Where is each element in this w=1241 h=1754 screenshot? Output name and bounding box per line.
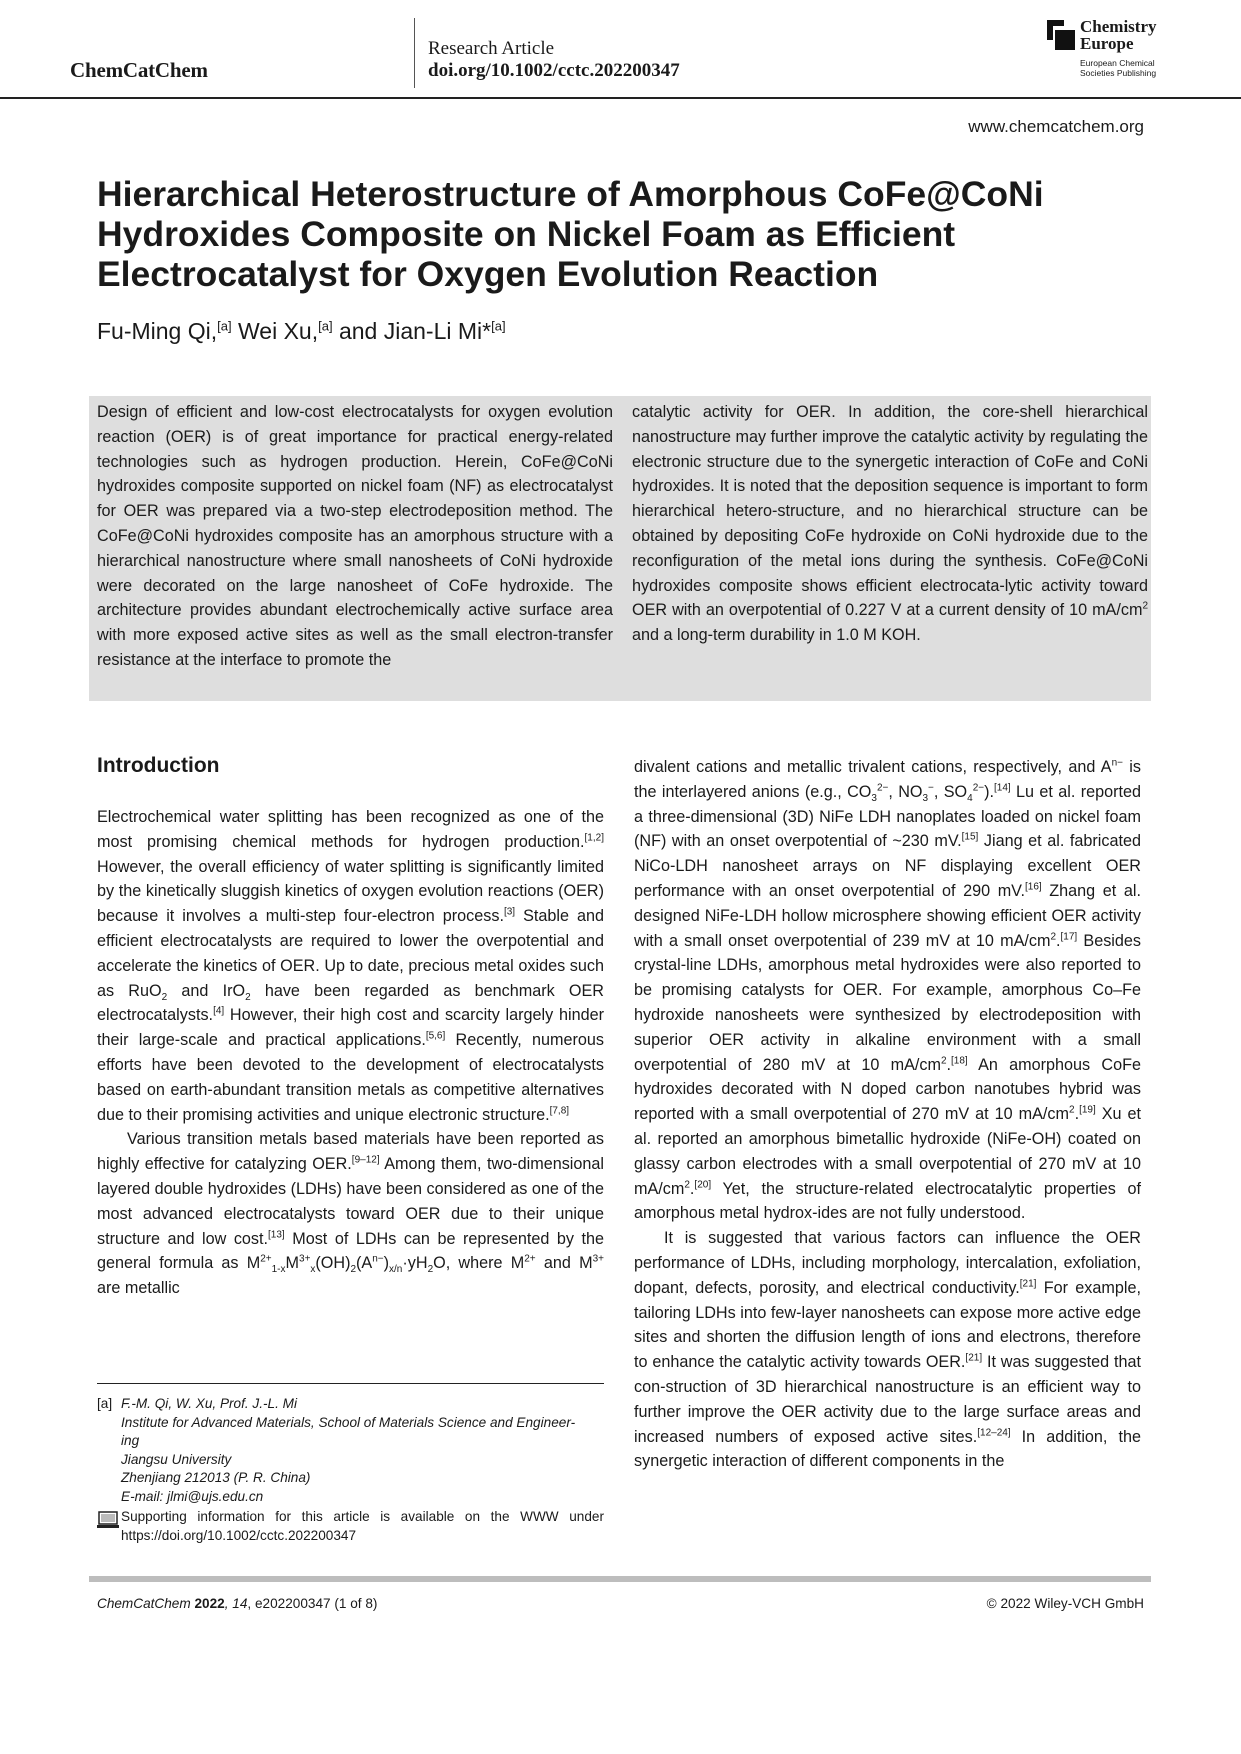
header-rule — [0, 97, 1241, 99]
footnote-institute-cont: ing — [121, 1433, 140, 1449]
citation[interactable]: [21] — [965, 1352, 983, 1364]
paragraph: Electrochemical water splitting has been recognized as one of the most promising chemical methods for hydrogen production.[1,2] However, the overall efficiency of water splitting is significantly limited by the kinetically sluggish kinetics of oxygen evolution reactions (OER) because it involves a multi-step four-electron process.[3] Stable and efficient electrocatalysts are required to lower the overpotential and accelerate the kinetics of OER. Up to date, precious metal oxides such as RuO$_2$ and IrO$_2$ have been regarded as benchmark OER electrocatalysts.[4] However, their high cost and scarcity largely hinder their large-scale and practical applications.[5,6] Recently, numerous efforts have been devoted to the development of electrocatalysts based on earth-abundant transition metals as competitive alternatives due to their promising activities and unique electronic structure.[7,8] — [97, 808, 604, 1124]
footnote-institute: Institute for Advanced Materials, School of Materials Science and Engineer- — [121, 1414, 576, 1430]
section-heading-introduction: Introduction — [97, 754, 220, 777]
author-mi[interactable]: and Jian-Li Mi* — [332, 318, 492, 344]
citation[interactable]: [12–24] — [977, 1427, 1011, 1439]
paragraph: It is suggested that various factors can influence the OER performance of LDHs, including morphology, intercalation, exfoliation, dopant, defects, porosity, and electrical conductivity.[21] For example, tailoring LDHs into few-layer nanosheets can expose more active edge sites and shorten the diffusion length of ions and electrons, therefore to enhance the catalytic activity towards OER.[21] It was suggested that con-struction of 3D hierarchical nanostructure is an efficient way to further improve the OER activity due to the large surface areas and increased numbers of exposed active sites.[12–24] In addition, the synergetic interaction of different components in the — [634, 1229, 1141, 1471]
affiliation-mark: [a] — [318, 318, 333, 334]
journal-website[interactable]: www.chemcatchem.org — [968, 117, 1144, 136]
citation[interactable]: [21] — [1019, 1278, 1037, 1290]
author-qi[interactable]: Fu-Ming Qi, — [97, 318, 218, 344]
citation[interactable]: [18] — [951, 1055, 968, 1067]
affiliation-mark: [a] — [217, 318, 232, 334]
citation[interactable]: [16] — [1024, 881, 1042, 893]
abstract-column-right: catalytic activity for OER. In addition, the core-shell hierarchical nanostructure may further improve the catalytic activity by regulating the electronic structure due to the synergetic interaction of CoFe and CoNi hydroxides. It is noted that the deposition sequence is important to form hierarchical hetero-structure, and no hierarchical structure can be obtained by depositing CoFe hydroxide on CoNi hydroxide due to the reconfiguration of the metal ions during the synthesis. CoFe@CoNi hydroxides composite shows efficient electrocata-lytic activity toward OER with an overpotential of 0.227 V at a current density of 10 $mA/cm^2$ and a long-term durability in 1.0 M KOH. — [632, 403, 1148, 645]
computer-icon — [97, 1511, 119, 1529]
citation[interactable]: [20] — [694, 1179, 712, 1191]
abstract-box — [89, 396, 1151, 701]
affiliation-mark: [a] — [491, 318, 506, 334]
logo-subtitle-line2: Societies Publishing — [1080, 68, 1157, 78]
body-column-left — [97, 805, 604, 1301]
chemistry-europe-logo[interactable] — [1047, 18, 1177, 80]
logo-name-line2: Europe — [1080, 34, 1134, 53]
article-type: Research Article — [428, 38, 555, 59]
footnote-tag: [a] — [97, 1396, 113, 1411]
footnote-authors: F.-M. Qi, W. Xu, Prof. J.-L. Mi — [121, 1396, 297, 1411]
citation[interactable]: [1,2] — [584, 832, 604, 844]
footnote-rule — [97, 1383, 604, 1384]
body-column-right — [634, 755, 1141, 1474]
supporting-info-note: Supporting information for this article is available on the WWW under https://doi.org/10.1002/cctc.202200347 — [121, 1509, 604, 1543]
footnote-email[interactable]: E-mail: jlmi@ujs.edu.cn — [121, 1489, 264, 1504]
author-list — [97, 318, 506, 345]
footer-citation: ChemCatChem 2022, 14, e202200347 (1 of 8) — [97, 1596, 378, 1611]
footnote-university: Jiangsu University — [121, 1451, 232, 1467]
paragraph: Various transition metals based materials have been reported as highly effective for catalyzing OER.[9–12] Among them, two-dimensional layered double hydroxides (LDHs) have been considered as one of the most advanced electrocatalysts toward OER due to their unique structure and low cost.[13] Most of LDHs can be represented by the general formula as $M^{2+}_{1-x}M^{3+}_x(OH)_2(A^{n-})_{x/n}\cdot yH_2O$, where $M^{2+}$ and $M^{3+}$ are metallic — [97, 1130, 604, 1298]
paragraph: divalent cations and metallic trivalent cations, respectively, and $A^{n-}$ is the interlayered anions (e.g., $CO_3^{2-}$, $NO_3^-$, $SO_4^{2-}).[14]$ Lu et al. reported a three-dimensional (3D) NiFe LDH nanoplates loaded on nickel foam (NF) with an onset overpotential of ~230 mV.[15] Jiang et al. fabricated NiCo-LDH nanosheet arrays on NF displaying excellent OER performance with an onset overpotential of 290 mV.[16] Zhang et al. designed NiFe-LDH hollow microsphere showing efficient OER activity with a small onset overpotential of 239 mV at 10 $mA/cm^2.[17]$ Besides crystal-line LDHs, amorphous metal hydroxides were also reported to be promising catalysts for OER. For example, amorphous Co–Fe hydroxide nanosheets were synthesized by electrodeposition with superior OER activity in alkaline environment with a small overpotential of 280 mV at 10 $mA/cm^2.[18]$ An amorphous CoFe hydroxides decorated with N doped carbon nanotubes hybrid was reported with a small overpotential of 270 mV at 10 $mA/cm^2.[19]$ Xu et al. reported an amorphous bimetallic hydroxide (NiFe-OH) coated on glassy carbon electrodes with a small overpotential of 270 mV at 10 $mA/cm^2.[20]$ Yet, the structure-related electrocatalytic properties of amorphous metal hydrox-ides are not fully understood. — [634, 757, 1142, 1223]
citation[interactable]: [7,8] — [549, 1105, 570, 1117]
chemistry-europe-logo-icon — [1047, 20, 1075, 50]
logo-name-line1: Chemistry — [1080, 17, 1157, 36]
footnote-city: Zhenjiang 212013 (P. R. China) — [121, 1470, 311, 1486]
citation[interactable]: [19] — [1079, 1104, 1096, 1116]
abstract-column-left: Design of efficient and low-cost electrocatalysts for oxygen evolution reaction (OER) is of great importance for practical energy-related technologies such as hydrogen production. Herein, CoFe@CoNi hydroxides composite supported on nickel foam (NF) as electrocatalyst for OER was prepared via a two-step electrodeposition method. The CoFe@CoNi hydroxides composite has an amorphous structure with a hierarchical nanostructure where small nanosheets of CoNi hydroxide were decorated on the large nanosheet of CoFe hydroxide. The architecture provides abundant electrochemically active surface area with more exposed active sites as well as the small electron-transfer resistance at the interface to promote the — [97, 403, 613, 669]
author-xu[interactable]: Wei Xu, — [231, 318, 319, 344]
citation[interactable]: [13] — [268, 1229, 285, 1241]
journal-name: ChemCatChem — [70, 58, 208, 82]
header-divider — [414, 18, 415, 88]
citation[interactable]: [3] — [503, 906, 516, 918]
logo-subtitle-line1: European Chemical — [1080, 58, 1155, 68]
doi-link[interactable]: doi.org/10.1002/cctc.202200347 — [428, 60, 680, 81]
citation[interactable]: [4] — [213, 1005, 225, 1017]
footer-copyright: © 2022 Wiley-VCH GmbH — [986, 1596, 1144, 1611]
citation[interactable]: [5,6] — [425, 1030, 446, 1042]
citation[interactable]: [9–12] — [351, 1154, 380, 1166]
article-title: Hierarchical Heterostructure of Amorphous CoFe@CoNi Hydroxides Composite on Nickel Foam as Efficient Electrocatalyst for Oxygen Evolution Reaction — [97, 174, 1044, 294]
citation[interactable]: [17] — [1060, 931, 1078, 943]
footer-bar — [89, 1576, 1151, 1582]
citation[interactable]: [15] — [961, 832, 979, 843]
citation[interactable]: [14] — [994, 782, 1011, 794]
